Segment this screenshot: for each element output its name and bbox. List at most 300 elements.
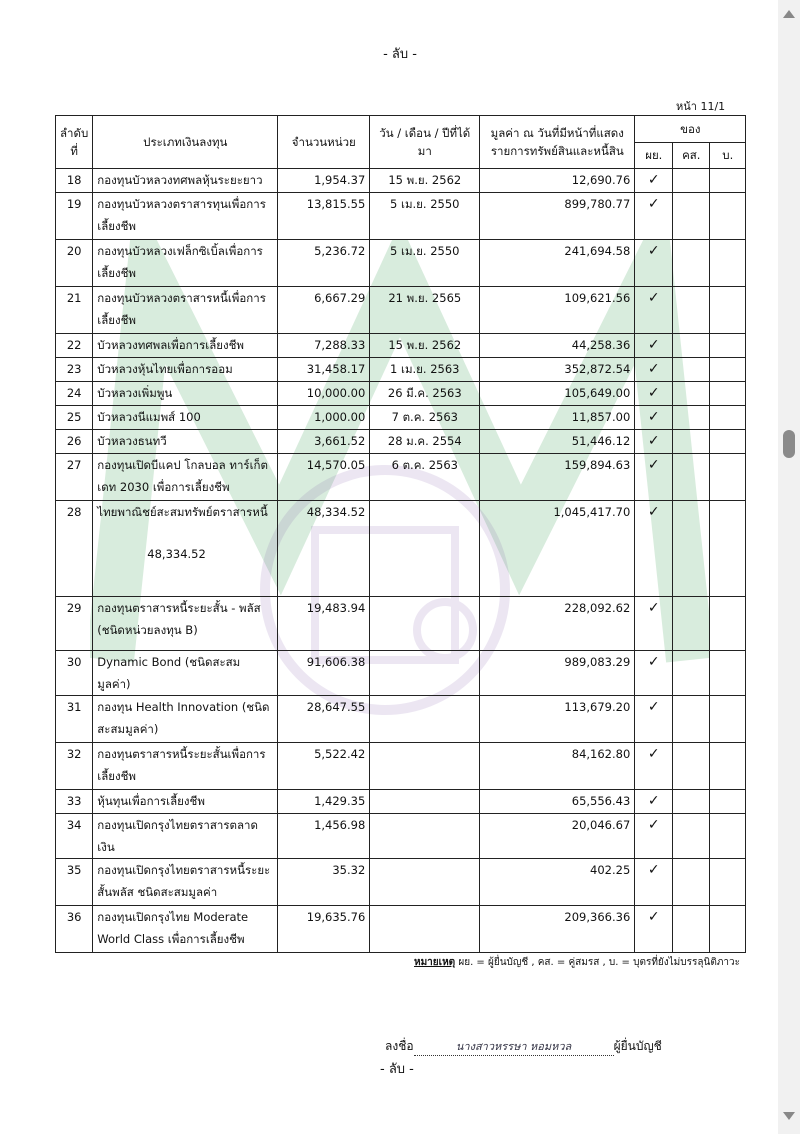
row-value-text: 20,046.67 bbox=[571, 818, 631, 832]
row-owner-spouse bbox=[673, 790, 710, 814]
header-owner-child: บ. bbox=[710, 142, 746, 169]
row-owner-spouse bbox=[673, 240, 710, 287]
row-date-text: 5 เม.ย. 2550 bbox=[390, 244, 460, 258]
row-owner-child bbox=[710, 790, 746, 814]
row-type-text: กองทุนบัวหลวงตราสารทุนเพื่อการเลี้ยงชีพ bbox=[97, 197, 266, 233]
row-no bbox=[56, 240, 93, 287]
row-value bbox=[480, 193, 635, 240]
row-no-text: 29 bbox=[66, 601, 82, 615]
row-date bbox=[370, 906, 480, 953]
row-units bbox=[278, 334, 370, 358]
row-no bbox=[56, 906, 93, 953]
row-owner-filer-text: ✓ bbox=[647, 654, 660, 670]
table-row bbox=[56, 814, 746, 859]
row-no bbox=[56, 859, 93, 906]
investment-table bbox=[55, 115, 746, 953]
row-date bbox=[370, 790, 480, 814]
row-value-text: 159,894.63 bbox=[564, 458, 631, 472]
table-row bbox=[56, 169, 746, 193]
row-type bbox=[93, 859, 278, 906]
row-no-text: 32 bbox=[66, 747, 82, 761]
row-units bbox=[278, 240, 370, 287]
row-owner-filer-text: ✓ bbox=[647, 243, 660, 259]
row-owner-filer-text: ✓ bbox=[647, 172, 660, 188]
row-value bbox=[480, 430, 635, 454]
row-date bbox=[370, 406, 480, 430]
row-units-text: 6,667.29 bbox=[314, 291, 366, 305]
header-no: ลำดับที่ bbox=[56, 116, 93, 169]
row-date bbox=[370, 454, 480, 501]
row-owner-spouse bbox=[673, 358, 710, 382]
row-owner-filer bbox=[635, 240, 673, 287]
row-units bbox=[278, 651, 370, 696]
row-type bbox=[93, 240, 278, 287]
row-units-text: 19,635.76 bbox=[306, 910, 366, 924]
row-value bbox=[480, 597, 635, 651]
row-value-text: 402.25 bbox=[590, 863, 631, 877]
row-owner-filer bbox=[635, 743, 673, 790]
table-row bbox=[56, 334, 746, 358]
row-date bbox=[370, 696, 480, 743]
row-owner-child bbox=[710, 597, 746, 651]
row-owner-spouse bbox=[673, 906, 710, 953]
row-value bbox=[480, 454, 635, 501]
row-owner-child bbox=[710, 906, 746, 953]
row-type-text: กองทุน Health Innovation (ชนิดสะสมมูลค่า) bbox=[97, 700, 270, 736]
row-units-text: 19,483.94 bbox=[306, 601, 366, 615]
table-row bbox=[56, 358, 746, 382]
header-units: จำนวนหน่วย bbox=[278, 116, 370, 169]
row-no-text: 18 bbox=[66, 173, 82, 187]
row-no-text: 21 bbox=[66, 291, 82, 305]
row-value bbox=[480, 696, 635, 743]
row-units bbox=[278, 193, 370, 240]
table-row bbox=[56, 743, 746, 790]
row-value-text: 228,092.62 bbox=[564, 601, 631, 615]
row-owner-spouse bbox=[673, 743, 710, 790]
table-row bbox=[56, 240, 746, 287]
row-type bbox=[93, 597, 278, 651]
row-type-text: กองทุนบัวหลวงเฟล็กซิเบิ้ลเพื่อการเลี้ยงชีพ bbox=[97, 244, 263, 280]
row-value bbox=[480, 790, 635, 814]
scroll-up-icon[interactable] bbox=[783, 10, 795, 18]
row-owner-child bbox=[710, 169, 746, 193]
note-label: หมายเหตุ bbox=[414, 957, 456, 968]
row-owner-child bbox=[710, 193, 746, 240]
row-no-text: 31 bbox=[66, 700, 82, 714]
row-date bbox=[370, 193, 480, 240]
row-type bbox=[93, 169, 278, 193]
row-value-text: 11,857.00 bbox=[571, 410, 631, 424]
scroll-thumb[interactable] bbox=[783, 430, 795, 458]
row-no bbox=[56, 358, 93, 382]
row-value-text: 105,649.00 bbox=[564, 386, 631, 400]
table-row bbox=[56, 696, 746, 743]
row-units-text: 5,522.42 bbox=[314, 747, 366, 761]
row-date bbox=[370, 597, 480, 651]
row-no-text: 27 bbox=[66, 458, 82, 472]
row-type-text: ไทยพาณิชย์สะสมทรัพย์ตราสารหนี้ bbox=[97, 505, 268, 519]
row-owner-filer-text: ✓ bbox=[647, 196, 660, 212]
row-owner-filer-text: ✓ bbox=[647, 909, 660, 925]
row-owner-child bbox=[710, 651, 746, 696]
row-type bbox=[93, 430, 278, 454]
row-date bbox=[370, 382, 480, 406]
row-owner-filer bbox=[635, 597, 673, 651]
row-owner-filer bbox=[635, 906, 673, 953]
row-units-text: 91,606.38 bbox=[306, 655, 366, 669]
row-owner-filer-text: ✓ bbox=[647, 433, 660, 449]
row-units bbox=[278, 696, 370, 743]
row-date-text: 15 พ.ย. 2562 bbox=[388, 173, 462, 187]
row-owner-spouse bbox=[673, 859, 710, 906]
row-owner-filer bbox=[635, 358, 673, 382]
row-value bbox=[480, 906, 635, 953]
row-type bbox=[93, 406, 278, 430]
row-date-text: 26 มี.ค. 2563 bbox=[387, 386, 462, 400]
row-owner-filer-text: ✓ bbox=[647, 817, 660, 833]
row-owner-child bbox=[710, 501, 746, 597]
row-owner-filer bbox=[635, 334, 673, 358]
row-type-text: กองทุนเปิดกรุงไทย Moderate World Class เพื่อการเลี้ยงชีพ bbox=[97, 910, 249, 946]
header-value: มูลค่า ณ วันที่มีหน้าที่แสดงรายการทรัพย์สินและหนี้สิน bbox=[480, 116, 635, 169]
row-owner-filer-text: ✓ bbox=[647, 409, 660, 425]
row-date-text: 15 พ.ย. 2562 bbox=[388, 338, 462, 352]
row-units-text: 31,458.17 bbox=[306, 362, 366, 376]
row-units bbox=[278, 358, 370, 382]
row-type bbox=[93, 501, 278, 597]
row-owner-child bbox=[710, 240, 746, 287]
row-owner-spouse bbox=[673, 814, 710, 859]
note-text: ผย. = ผู้ยื่นบัญชี , คส. = คู่สมรส , บ. = บุตรที่ยังไม่บรรลุนิติภาวะ bbox=[458, 957, 741, 968]
row-type-text: กองทุนบัวหลวงทศพลหุ้นระยะยาว bbox=[97, 173, 263, 187]
row-units bbox=[278, 406, 370, 430]
row-type bbox=[93, 906, 278, 953]
row-date-text: 21 พ.ย. 2565 bbox=[388, 291, 462, 305]
row-owner-filer bbox=[635, 790, 673, 814]
row-owner-child bbox=[710, 743, 746, 790]
row-type bbox=[93, 287, 278, 334]
table-row bbox=[56, 454, 746, 501]
row-units-text: 5,236.72 bbox=[314, 244, 366, 258]
row-units bbox=[278, 906, 370, 953]
row-type-text: บัวหลวงนีแมพส์ 100 bbox=[97, 410, 201, 424]
footer-secret-label: - ลับ - bbox=[380, 1062, 414, 1077]
row-units-text: 10,000.00 bbox=[306, 386, 366, 400]
row-date bbox=[370, 240, 480, 287]
row-owner-child bbox=[710, 430, 746, 454]
row-value-text: 352,872.54 bbox=[564, 362, 631, 376]
row-owner-filer bbox=[635, 406, 673, 430]
table-row bbox=[56, 906, 746, 953]
row-type bbox=[93, 193, 278, 240]
row-owner-spouse bbox=[673, 696, 710, 743]
row-type-text: กองทุนเปิดกรุงไทยตราสารตลาดเงิน bbox=[97, 818, 258, 854]
row-owner-filer-text: ✓ bbox=[647, 504, 660, 520]
row-units bbox=[278, 454, 370, 501]
row-no-text: 33 bbox=[66, 794, 82, 808]
row-no bbox=[56, 696, 93, 743]
row-no bbox=[56, 193, 93, 240]
row-owner-filer-text: ✓ bbox=[647, 600, 660, 616]
row-no-text: 34 bbox=[66, 818, 82, 832]
row-owner-filer-text: ✓ bbox=[647, 385, 660, 401]
row-type-text: กองทุนตราสารหนี้ระยะสั้นเพื่อการเลี้ยงชีพ bbox=[97, 747, 266, 783]
row-no bbox=[56, 382, 93, 406]
row-type bbox=[93, 790, 278, 814]
row-type bbox=[93, 454, 278, 501]
row-type bbox=[93, 743, 278, 790]
row-type-text: กองทุนเปิดบีแคป โกลบอล ทาร์เก็ตเดท 2030 เพื่อการเลี้ยงชีพ bbox=[97, 458, 268, 494]
row-owner-filer bbox=[635, 501, 673, 597]
row-value bbox=[480, 334, 635, 358]
row-value-text: 51,446.12 bbox=[571, 434, 631, 448]
row-value bbox=[480, 382, 635, 406]
row-value-text: 899,780.77 bbox=[564, 197, 631, 211]
row-value bbox=[480, 406, 635, 430]
row-owner-filer bbox=[635, 454, 673, 501]
row-owner-filer-text: ✓ bbox=[647, 862, 660, 878]
row-value bbox=[480, 169, 635, 193]
table-row bbox=[56, 430, 746, 454]
row-units bbox=[278, 382, 370, 406]
row-owner-filer bbox=[635, 814, 673, 859]
row-owner-child bbox=[710, 358, 746, 382]
row-date bbox=[370, 358, 480, 382]
row-value bbox=[480, 358, 635, 382]
row-owner-filer-text: ✓ bbox=[647, 457, 660, 473]
row-units-text: 48,334.52 bbox=[306, 505, 366, 519]
row-units bbox=[278, 287, 370, 334]
row-owner-spouse bbox=[673, 651, 710, 696]
header-owner-spouse: คส. bbox=[673, 142, 710, 169]
row-no-text: 35 bbox=[66, 863, 82, 877]
row-owner-child bbox=[710, 334, 746, 358]
row-date-text: 6 ต.ค. 2563 bbox=[391, 458, 458, 472]
row-owner-filer bbox=[635, 382, 673, 406]
row-owner-spouse bbox=[673, 382, 710, 406]
row-value-text: 12,690.76 bbox=[571, 173, 631, 187]
row-units-text: 13,815.55 bbox=[306, 197, 366, 211]
row-no bbox=[56, 814, 93, 859]
row-owner-child bbox=[710, 382, 746, 406]
row-owner-filer bbox=[635, 169, 673, 193]
row-value bbox=[480, 651, 635, 696]
row-no-text: 23 bbox=[66, 362, 82, 376]
row-units-text: 14,570.05 bbox=[306, 458, 366, 472]
row-no-text: 36 bbox=[66, 910, 82, 924]
row-owner-spouse bbox=[673, 501, 710, 597]
table-row bbox=[56, 382, 746, 406]
table-row bbox=[56, 651, 746, 696]
row-date-text: 5 เม.ย. 2550 bbox=[390, 197, 460, 211]
row-date bbox=[370, 814, 480, 859]
row-date bbox=[370, 859, 480, 906]
row-value-text: 241,694.58 bbox=[564, 244, 631, 258]
signature-suffix: ผู้ยื่นบัญชี bbox=[613, 1039, 662, 1053]
row-units bbox=[278, 169, 370, 193]
row-units-text: 1,429.35 bbox=[314, 794, 366, 808]
row-units bbox=[278, 859, 370, 906]
table-row bbox=[56, 193, 746, 240]
row-units-text: 1,456.98 bbox=[314, 818, 366, 832]
row-units-text: 1,954.37 bbox=[314, 173, 366, 187]
row-owner-filer bbox=[635, 696, 673, 743]
row-units-text: 1,000.00 bbox=[314, 410, 366, 424]
row-value-text: 989,083.29 bbox=[564, 655, 631, 669]
row-type-text: กองทุนตราสารหนี้ระยะสั้น - พลัส (ชนิดหน่วยลงทุน B) bbox=[97, 601, 261, 637]
row-value-text: 113,679.20 bbox=[564, 700, 631, 714]
signature-line bbox=[385, 1037, 662, 1056]
row-value-text: 209,366.36 bbox=[564, 910, 631, 924]
row-owner-spouse bbox=[673, 287, 710, 334]
row-units-text: 35.32 bbox=[332, 863, 366, 877]
row-no bbox=[56, 430, 93, 454]
row-owner-filer-text: ✓ bbox=[647, 290, 660, 306]
row-owner-child bbox=[710, 287, 746, 334]
scroll-down-icon[interactable] bbox=[783, 1112, 795, 1120]
row-owner-child bbox=[710, 696, 746, 743]
row-no-text: 22 bbox=[66, 338, 82, 352]
row-no bbox=[56, 790, 93, 814]
row-no-text: 28 bbox=[66, 505, 82, 519]
table-row bbox=[56, 406, 746, 430]
row-no bbox=[56, 334, 93, 358]
row-date-text: 1 เม.ย. 2563 bbox=[390, 362, 460, 376]
row-value-text: 84,162.80 bbox=[571, 747, 631, 761]
row-no bbox=[56, 501, 93, 597]
row-owner-spouse bbox=[673, 454, 710, 501]
row-owner-spouse bbox=[673, 597, 710, 651]
row-owner-filer-text: ✓ bbox=[647, 699, 660, 715]
row-value-text: 1,045,417.70 bbox=[553, 505, 631, 519]
row-value bbox=[480, 859, 635, 906]
row-type bbox=[93, 358, 278, 382]
signature-name: นางสาวหรรษา หอมหวล bbox=[414, 1037, 614, 1056]
row-date bbox=[370, 743, 480, 790]
row-no bbox=[56, 454, 93, 501]
row-type-text: บัวหลวงเพิ่มพูน bbox=[97, 386, 173, 400]
table-note bbox=[414, 955, 740, 970]
row-units-text: 28,647.55 bbox=[306, 700, 366, 714]
row-owner-filer bbox=[635, 859, 673, 906]
row-type bbox=[93, 696, 278, 743]
row-date-text: 28 ม.ค. 2554 bbox=[387, 434, 462, 448]
row-date-text: 7 ต.ค. 2563 bbox=[391, 410, 458, 424]
row-type-subvalue: 48,334.52 bbox=[147, 547, 206, 561]
row-owner-spouse bbox=[673, 334, 710, 358]
row-owner-filer-text: ✓ bbox=[647, 793, 660, 809]
row-value bbox=[480, 743, 635, 790]
row-type bbox=[93, 382, 278, 406]
row-date bbox=[370, 501, 480, 597]
row-value bbox=[480, 240, 635, 287]
row-type-text: หุ้นทุนเพื่อการเลี้ยงชีพ bbox=[97, 794, 205, 808]
row-date bbox=[370, 169, 480, 193]
row-date bbox=[370, 430, 480, 454]
row-owner-spouse bbox=[673, 430, 710, 454]
table-row bbox=[56, 597, 746, 651]
row-units-text: 3,661.52 bbox=[314, 434, 366, 448]
table-row bbox=[56, 790, 746, 814]
header-owner-filer: ผย. bbox=[635, 142, 673, 169]
page-number: หน้า 11/1 bbox=[676, 100, 726, 113]
row-owner-filer-text: ✓ bbox=[647, 337, 660, 353]
row-type-text: บัวหลวงธนทวี bbox=[97, 434, 167, 448]
row-owner-child bbox=[710, 814, 746, 859]
row-owner-spouse bbox=[673, 406, 710, 430]
row-type-text: บัวหลวงหุ้นไทยเพื่อการออม bbox=[97, 362, 233, 376]
row-no bbox=[56, 597, 93, 651]
row-owner-filer bbox=[635, 651, 673, 696]
row-owner-spouse bbox=[673, 169, 710, 193]
row-type-text: บัวหลวงทศพลเพื่อการเลี้ยงชีพ bbox=[97, 338, 244, 352]
row-owner-filer bbox=[635, 287, 673, 334]
row-no-text: 19 bbox=[66, 197, 82, 211]
row-units bbox=[278, 501, 370, 597]
row-units bbox=[278, 790, 370, 814]
header-secret-label: - ลับ - bbox=[383, 47, 417, 62]
row-no bbox=[56, 743, 93, 790]
row-owner-child bbox=[710, 454, 746, 501]
row-units bbox=[278, 430, 370, 454]
row-no-text: 30 bbox=[66, 655, 82, 669]
row-value-text: 65,556.43 bbox=[571, 794, 631, 808]
row-no bbox=[56, 287, 93, 334]
row-units bbox=[278, 597, 370, 651]
row-type-text: กองทุนเปิดกรุงไทยตราสารหนี้ระยะสั้นพลัส ชนิดสะสมมูลค่า bbox=[97, 863, 271, 899]
row-date bbox=[370, 334, 480, 358]
row-value-text: 44,258.36 bbox=[571, 338, 631, 352]
row-units bbox=[278, 743, 370, 790]
row-value bbox=[480, 814, 635, 859]
row-no bbox=[56, 169, 93, 193]
row-owner-child bbox=[710, 406, 746, 430]
row-type-text: กองทุนบัวหลวงตราสารหนี้เพื่อการเลี้ยงชีพ bbox=[97, 291, 266, 327]
row-type-text: Dynamic Bond (ชนิดสะสมมูลค่า) bbox=[97, 655, 241, 691]
row-no-text: 24 bbox=[66, 386, 82, 400]
table-row bbox=[56, 287, 746, 334]
row-no-text: 25 bbox=[66, 410, 82, 424]
row-no-text: 26 bbox=[66, 434, 82, 448]
table-row bbox=[56, 859, 746, 906]
row-owner-spouse bbox=[673, 193, 710, 240]
row-no-text: 20 bbox=[66, 244, 82, 258]
vertical-scrollbar[interactable] bbox=[778, 0, 800, 1134]
row-type bbox=[93, 814, 278, 859]
row-value-text: 109,621.56 bbox=[564, 291, 631, 305]
row-units-text: 7,288.33 bbox=[314, 338, 366, 352]
row-no bbox=[56, 651, 93, 696]
header-owner: ของ bbox=[635, 116, 746, 143]
row-date bbox=[370, 287, 480, 334]
row-owner-filer bbox=[635, 430, 673, 454]
row-no bbox=[56, 406, 93, 430]
row-owner-filer-text: ✓ bbox=[647, 361, 660, 377]
signature-prefix: ลงชื่อ bbox=[385, 1039, 414, 1053]
row-owner-filer bbox=[635, 193, 673, 240]
table-row bbox=[56, 501, 746, 597]
row-type bbox=[93, 334, 278, 358]
row-date bbox=[370, 651, 480, 696]
row-units bbox=[278, 814, 370, 859]
row-owner-child bbox=[710, 859, 746, 906]
header-date: วัน / เดือน / ปีที่ได้มา bbox=[370, 116, 480, 169]
row-value bbox=[480, 501, 635, 597]
row-type bbox=[93, 651, 278, 696]
header-type: ประเภทเงินลงทุน bbox=[93, 116, 278, 169]
row-owner-filer-text: ✓ bbox=[647, 746, 660, 762]
